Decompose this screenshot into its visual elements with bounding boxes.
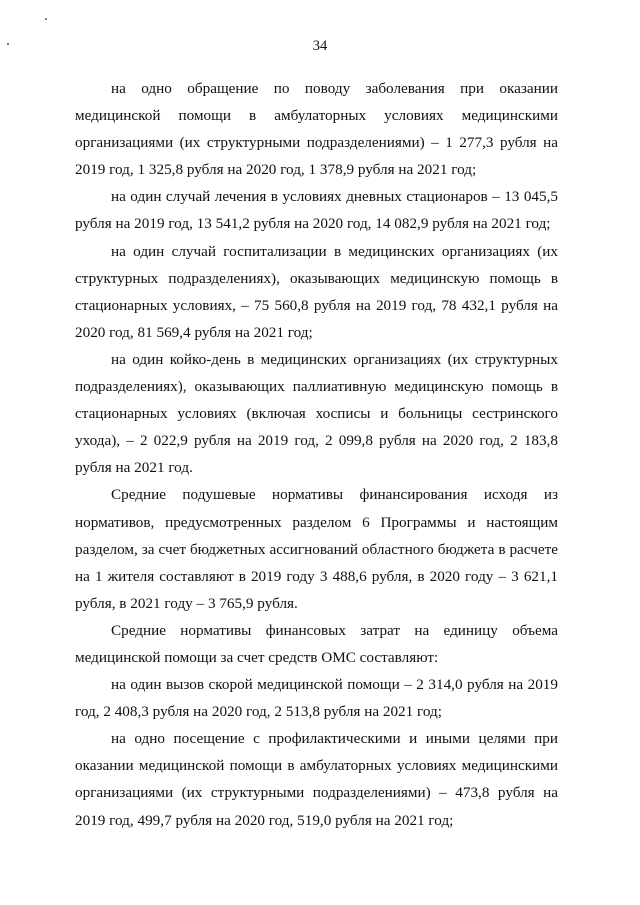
paragraph-hospitalization: на один случай госпитализации в медицинских организациях (их структурных подразделениях), оказывающих медицинскую помощь в стационарных условиях, – 75 560,8 рубля на 2019 год, 78 432,1 рубля на 2020 год, 81 569,4 рубля на 2021 год;	[75, 242, 558, 341]
paragraph-oms-norms-intro: Средние нормативы финансовых затрат на единицу объема медицинской помощи за счет средств ОМС составляют:	[75, 621, 558, 666]
body-text	[75, 75, 558, 834]
page-number: 34	[312, 38, 328, 54]
paragraph-ambulance-call: на один вызов скорой медицинской помощи – 2 314,0 рубля на 2019 год, 2 408,3 рубля на 2020 год, 2 513,8 рубля на 2021 год;	[75, 676, 558, 721]
paragraph-per-capita-norms: Средние подушевые нормативы финансирования исходя из нормативов, предусмотренных разделом 6 Программы и настоящим разделом, за счет бюджетных ассигнований областного бюджета в расчете на 1 жителя составляют в 2019 году 3 488,6 рубля, в 2020 году – 3 621,1 рубля, в 2021 году – 3 765,9 рубля.	[75, 486, 558, 612]
paragraph-bed-day: на один койко-день в медицинских организациях (их структурных подразделениях), оказывающих паллиативную медицинскую помощь в стационарных условиях (включая хосписы и больницы сестринского ухода), – 2 022,9 рубля на 2019 год, 2 099,8 рубля на 2020 год, 2 183,8 рубля на 2021 год.	[75, 350, 558, 477]
paragraph-day-hospital: на один случай лечения в условиях дневных стационаров – 13 045,5 рубля на 2019 год, 13 541,2 рубля на 2020 год, 14 082,9 рубля на 2021 год;	[75, 188, 558, 233]
paragraph-preventive-visit: на одно посещение с профилактическими и иными целями при оказании медицинской помощи в амбулаторных условиях медицинскими организациями (их структурными подразделениями) – 473,8 рубля на 2019 год, 499,7 рубля на 2020 год, 519,0 рубля на 2021 год;	[75, 730, 558, 829]
scan-speck	[45, 18, 47, 20]
paragraph-outpatient-visit: на одно обращение по поводу заболевания при оказании медицинской помощи в амбулаторных условиях медицинскими организациями (их структурными подразделениями) – 1 277,3 рубля на 2019 год, 1 325,8 рубля на 2020 год, 1 378,9 рубля на 2021 год;	[75, 80, 558, 179]
